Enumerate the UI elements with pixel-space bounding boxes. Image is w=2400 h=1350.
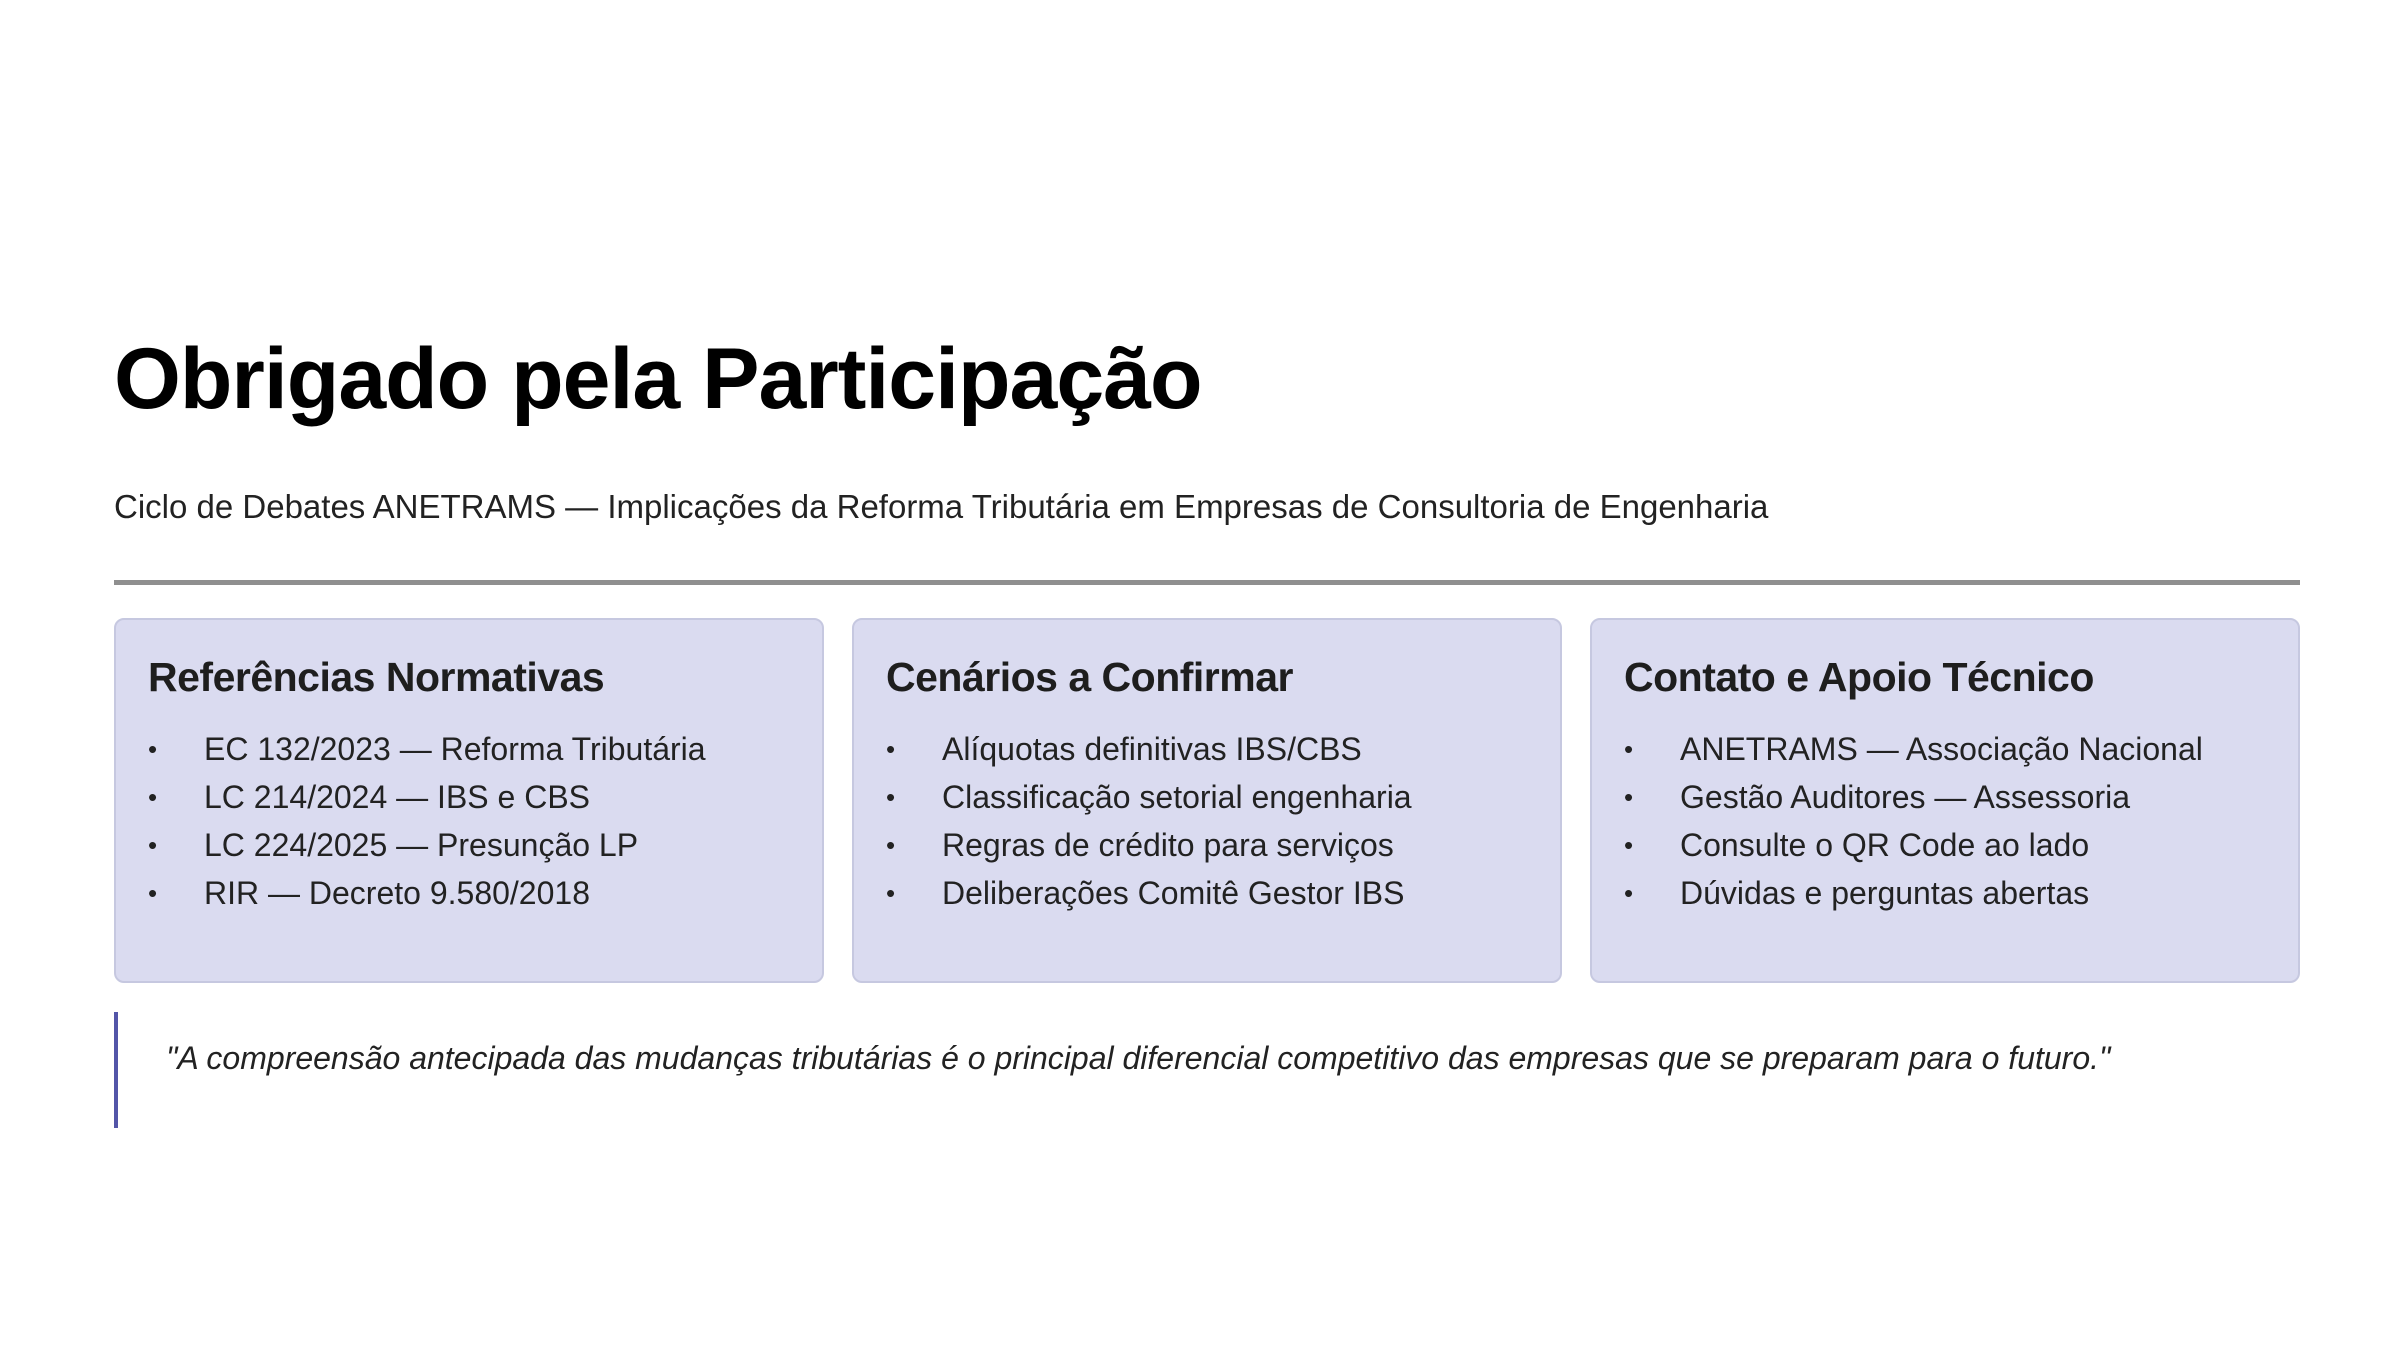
list-item-text: LC 224/2025 — Presunção LP [204,827,639,863]
bullet-icon: • [148,734,158,764]
card-cenarios-a-confirmar [852,618,1562,983]
list-item-text: Dúvidas e perguntas abertas [1680,875,2090,911]
bullet-icon: • [1624,782,1634,812]
list-item-text: Consulte o QR Code ao lado [1680,827,2090,863]
bullet-icon: • [1624,878,1634,908]
list-item [1624,821,2266,869]
slide-title: Obrigado pela Participação [114,331,1202,427]
bullet-icon: • [886,782,896,812]
list-item [886,869,1528,917]
list-item [1624,725,2266,773]
card-contato-e-apoio-tecnico [1590,618,2300,983]
bullet-icon: • [886,734,896,764]
list-item [1624,773,2266,821]
list-item-text: Classificação setorial engenharia [942,779,1412,815]
bullet-icon: • [1624,734,1634,764]
list-item [148,869,790,917]
card-list [1624,725,2266,917]
card-referencias-normativas [114,618,824,983]
list-item [148,725,790,773]
list-item [886,725,1528,773]
list-item [1624,869,2266,917]
card-title: Contato e Apoio Técnico [1624,654,2094,700]
list-item [886,821,1528,869]
list-item-text: Gestão Auditores — Assessoria [1680,779,2130,815]
list-item-text: RIR — Decreto 9.580/2018 [204,875,590,911]
card-title: Referências Normativas [148,654,605,700]
list-item [148,773,790,821]
cards-row [114,618,2300,983]
bullet-icon: • [148,782,158,812]
bullet-icon: • [886,830,896,860]
bullet-icon: • [1624,830,1634,860]
card-title: Cenários a Confirmar [886,654,1293,700]
list-item [886,773,1528,821]
list-item-text: ANETRAMS — Associação Nacional [1680,731,2203,767]
list-item-text: Regras de crédito para serviços [942,827,1394,863]
bullet-icon: • [886,878,896,908]
list-item-text: Deliberações Comitê Gestor IBS [942,875,1405,911]
list-item-text: Alíquotas definitivas IBS/CBS [942,731,1362,767]
list-item-text: LC 214/2024 — IBS e CBS [204,779,590,815]
slide-subtitle: Ciclo de Debates ANETRAMS — Implicações da Reforma Tributária em Empresas de Consultoria de Engenharia [114,488,1769,525]
quote-block [114,1012,2300,1128]
card-list [886,725,1528,917]
list-item-text: EC 132/2023 — Reforma Tributária [204,731,706,767]
bullet-icon: • [148,878,158,908]
list-item [148,821,790,869]
bullet-icon: • [148,830,158,860]
card-list [148,725,790,917]
quote-text: "A compreensão antecipada das mudanças tributárias é o principal diferencial competitivo das empresas que se preparam para o futuro." [166,1039,2111,1076]
divider [114,580,2300,585]
